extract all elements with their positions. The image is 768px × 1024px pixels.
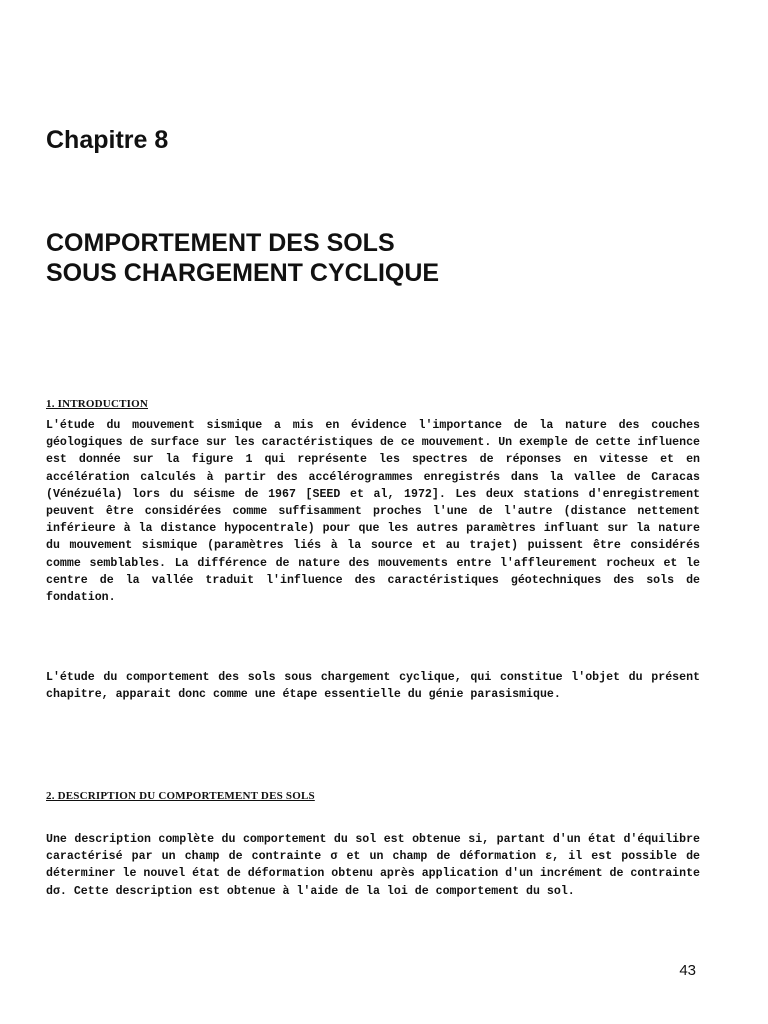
section-heading-description: 2. DESCRIPTION DU COMPORTEMENT DES SOLS bbox=[46, 790, 315, 802]
section-heading-introduction: 1. INTRODUCTION bbox=[46, 398, 149, 410]
chapter-label: Chapitre 8 bbox=[46, 126, 169, 154]
page-number: 43 bbox=[679, 962, 696, 979]
paragraph-introduction-1: L'étude du mouvement sismique a mis en évidence l'importance de la nature des couches géologiques de surface sur les caractéristiques de ce mouvement. Un exemple de cette influence est donnée sur la figure 1 qui représente les spectres de réponses en vitesse et en accélération calculés à partir des accélérogrammes enregistrés dans la vallee de Caracas (Vénézuéla) lors du séisme de 1967 [SEED et al, 1972]. Les deux stations d'enregistrement peuvent être considérées comme suffisamment proches l'une de l'autre (distance nettement inférieure à la distance hypocentrale) pour que les autres paramètres influant sur la nature du mouvement sismique (paramètres liés à la source et au trajet) puissent être considérés comme semblables. La différence de nature des mouvements entre l'affleurement rocheux et le centre de la vallée traduit l'influence des caractéristiques géotechniques des sols de fondation. bbox=[46, 419, 700, 605]
chapter-title-line-2: SOUS CHARGEMENT CYCLIQUE bbox=[46, 259, 440, 287]
chapter-title bbox=[46, 228, 439, 288]
paragraph-introduction-2: L'étude du comportement des sols sous chargement cyclique, qui constitue l'objet du présent chapitre, apparait donc comme une étape essentielle du génie parasismique. bbox=[46, 671, 700, 702]
paragraph-description-1: Une description complète du comportement du sol est obtenue si, partant d'un état d'équilibre caractérisé par un champ de contrainte σ et un champ de déformation ε, il est possible de déterminer le nouvel état de déformation obtenu après application d'un incrément de contrainte dσ. Cette description est obtenue à l'aide de la loi de comportement du sol. bbox=[46, 833, 700, 898]
chapter-title-line-1: COMPORTEMENT DES SOLS bbox=[46, 229, 395, 257]
